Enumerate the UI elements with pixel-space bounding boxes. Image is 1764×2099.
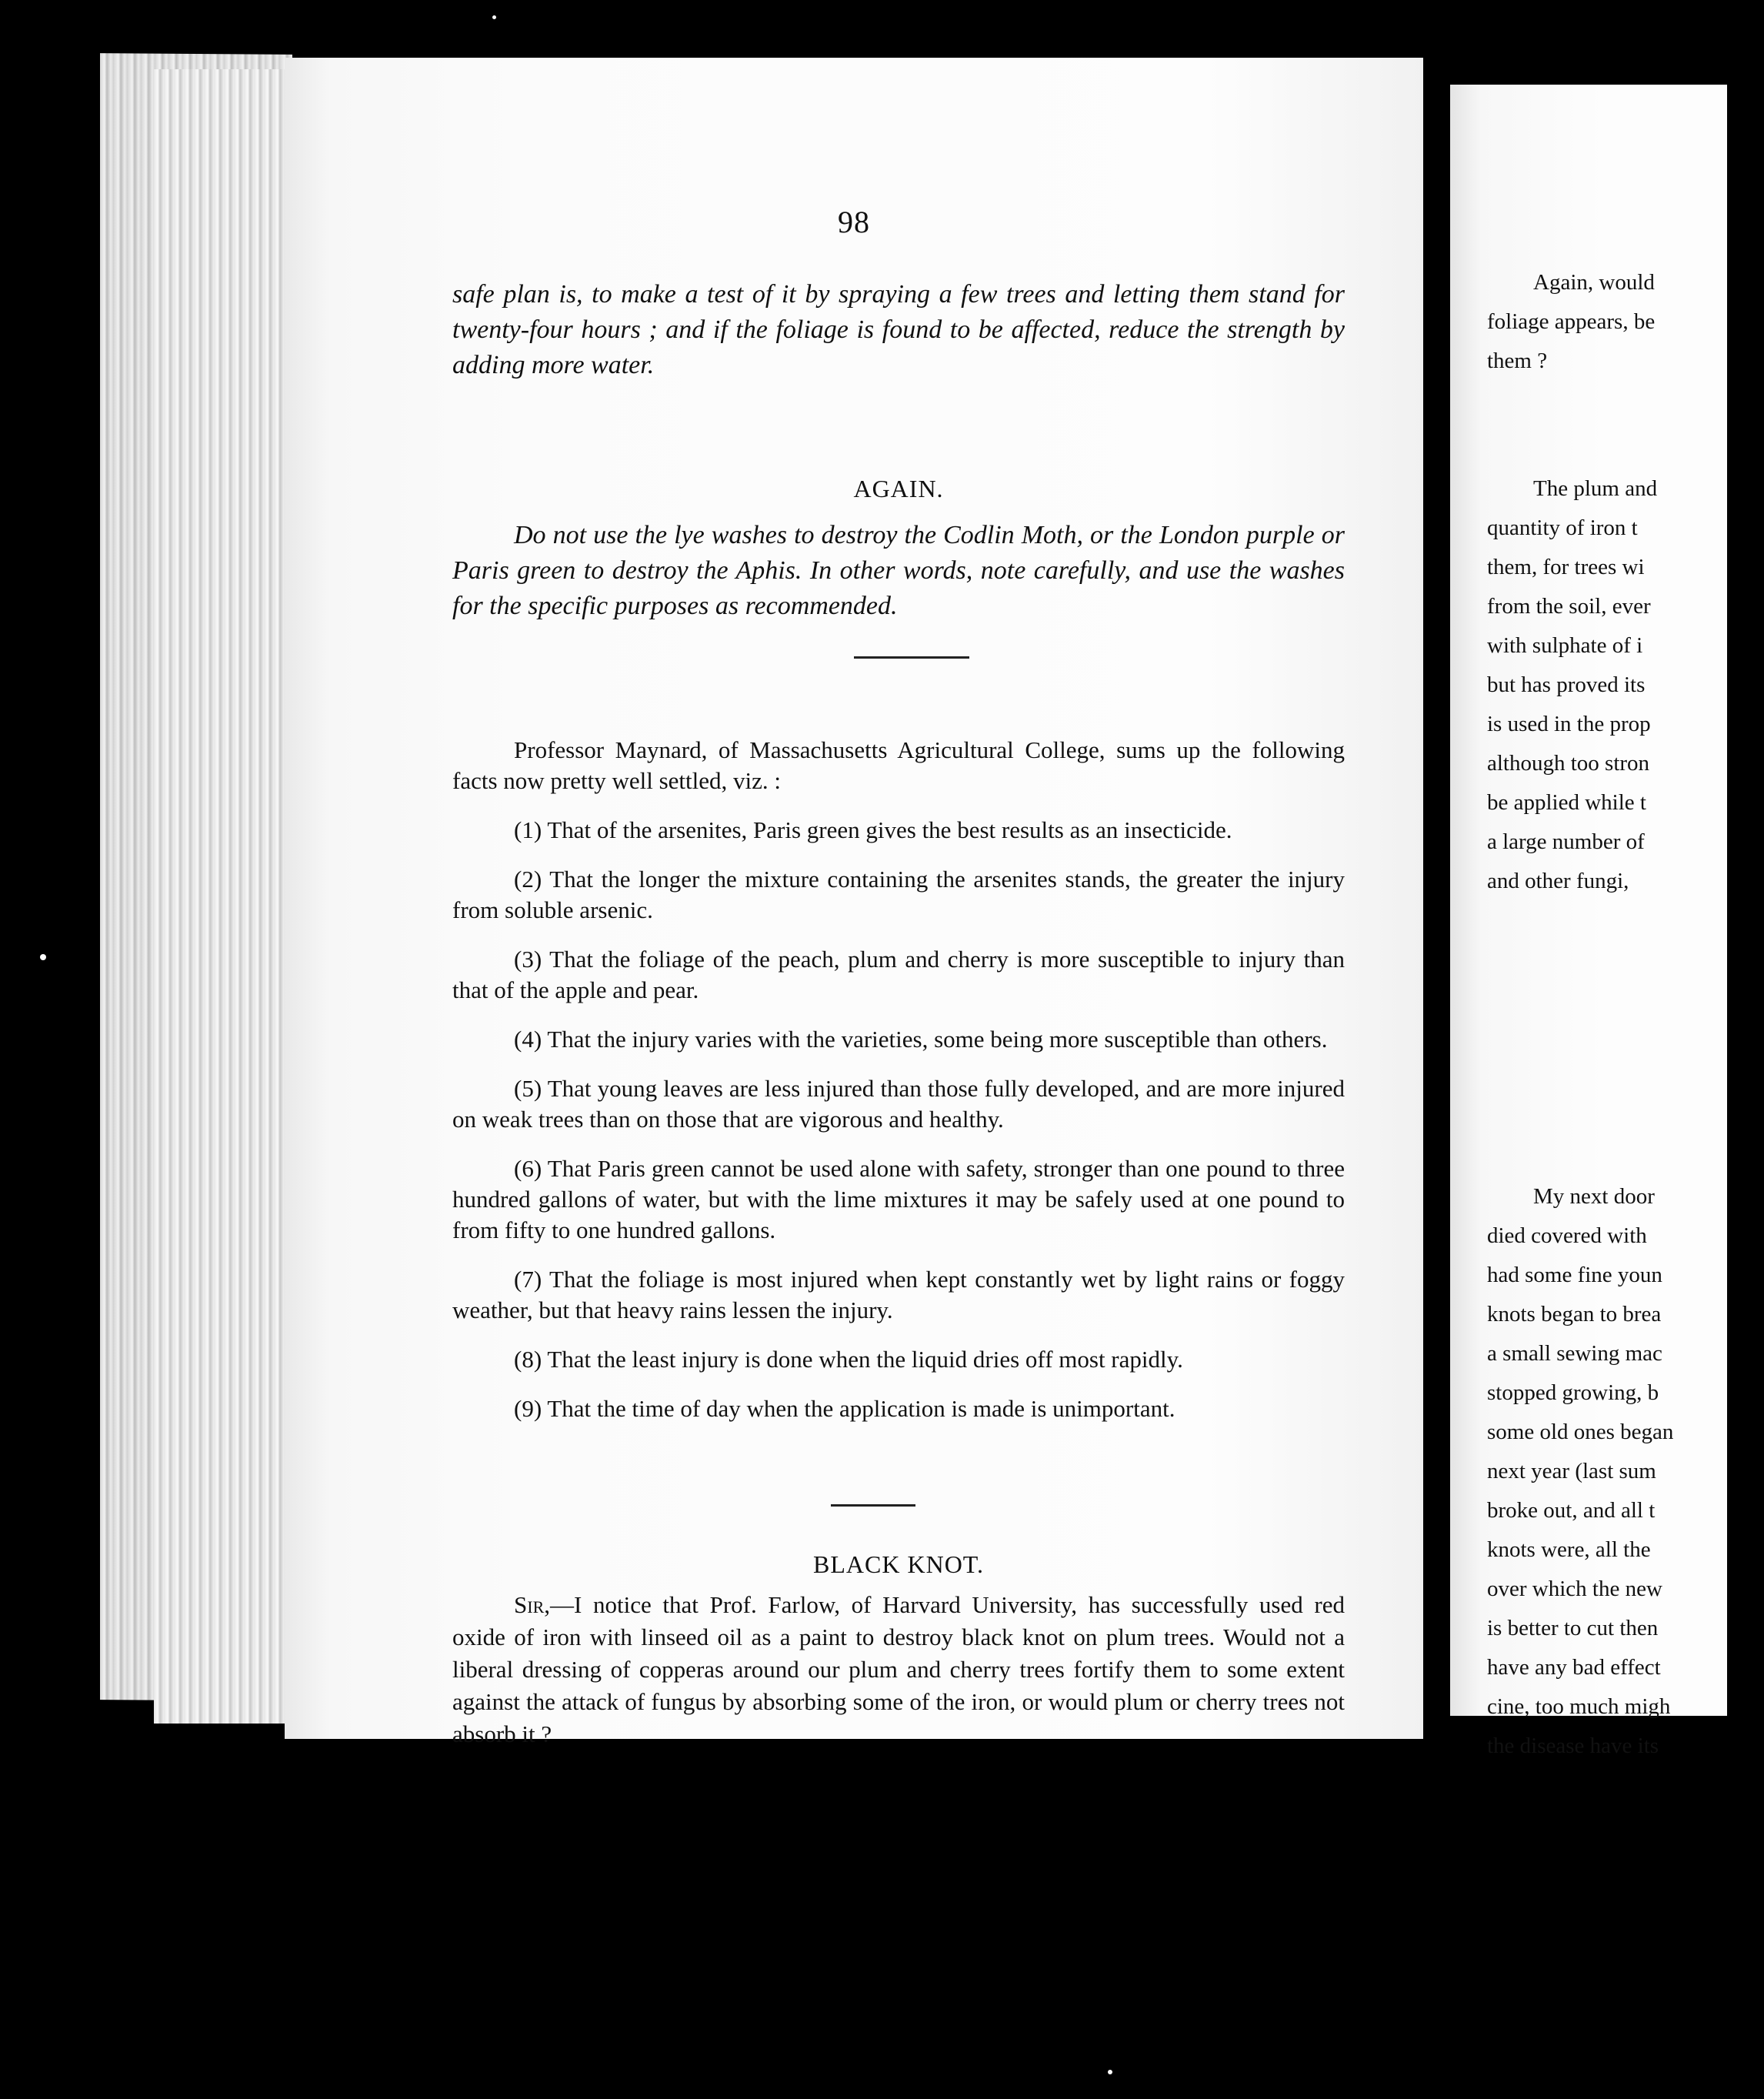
- right-line: is used in the prop: [1487, 712, 1651, 736]
- again-text: Do not use the lye washes to destroy the Codlin Moth, or the London purple or Paris green to destroy the Aphis. In other words, note carefully, and use the washes for the specific purposes as recommended.: [452, 521, 1345, 620]
- right-block-3: [1487, 1177, 1764, 1766]
- section-divider: [854, 656, 969, 659]
- left-page: [285, 58, 1423, 1747]
- letter-text: —I notice that Prof. Farlow, of Harvard University, has successfully used red oxide of iron with linseed oil as a paint to destroy black knot on plum trees. Would not a liberal dressing of copperas around our plum and cherry trees fortify them to some extent against the attack of fungus by absorbing some of the iron, or would plum or cherry trees not absorb it ?: [452, 1591, 1345, 1747]
- letter-salutation: Sir,: [514, 1591, 550, 1618]
- letter-paragraph: [452, 1589, 1345, 1750]
- right-line: stopped growing, b: [1487, 1380, 1659, 1405]
- right-page-cropped: [1450, 85, 1727, 1758]
- right-line: but has proved its: [1487, 672, 1646, 697]
- right-line: be applied while t: [1487, 790, 1646, 815]
- right-line: cine, too much migh: [1487, 1694, 1671, 1719]
- right-line: knots began to brea: [1487, 1302, 1662, 1326]
- again-paragraph: [452, 518, 1345, 624]
- fact-item: (8) That the least injury is done when the liquid dries off most rapidly.: [514, 1346, 1183, 1373]
- right-line: although too stron: [1487, 751, 1650, 776]
- right-line: The plum and: [1533, 476, 1658, 501]
- right-block-2: [1487, 469, 1764, 901]
- scan-speck: [492, 15, 496, 19]
- page-number: 98: [838, 205, 870, 239]
- fact-item: (4) That the injury varies with the varieties, some being more susceptible than others.: [514, 1026, 1328, 1053]
- right-line: a large number of: [1487, 829, 1645, 854]
- fact-item: (5) That young leaves are less injured than those fully developed, and are more injured on weak trees than on those that are vigorous and healthy.: [452, 1075, 1345, 1133]
- maynard-intro: Professor Maynard, of Massachusetts Agricultural College, sums up the following facts now pretty well settled, viz. :: [452, 736, 1345, 794]
- right-line: the disease have its: [1487, 1734, 1659, 1758]
- right-block-1: [1487, 263, 1764, 381]
- right-line: My next door: [1533, 1184, 1655, 1209]
- fact-item: (9) That the time of day when the application is made is unimportant.: [514, 1395, 1175, 1422]
- intro-paragraph: [452, 277, 1345, 383]
- right-line: from the soil, ever: [1487, 594, 1651, 619]
- right-line: some old ones began: [1487, 1420, 1674, 1444]
- fact-item: (7) That the foliage is most injured when kept constantly wet by light rains or foggy weather, but that heavy rains lessen the injury.: [452, 1266, 1345, 1323]
- right-line: them, for trees wi: [1487, 555, 1645, 579]
- fact-item: (6) That Paris green cannot be used alone with safety, stronger than one pound to three hundred gallons of water, but with the lime mixtures it may be safely used at one pound to from fifty to one hundred gallons.: [452, 1155, 1345, 1243]
- right-line: them ?: [1487, 349, 1548, 373]
- right-line: died covered with: [1487, 1223, 1647, 1248]
- right-line: with sulphate of i: [1487, 633, 1643, 658]
- right-line: foliage appears, be: [1487, 309, 1656, 334]
- right-line: broke out, and all t: [1487, 1498, 1656, 1523]
- right-line: knots were, all the: [1487, 1537, 1651, 1562]
- right-line: next year (last sum: [1487, 1459, 1656, 1483]
- scan-speck: [1108, 2070, 1112, 2074]
- right-line: Again, would: [1533, 270, 1655, 295]
- right-line: over which the new: [1487, 1577, 1662, 1601]
- black-knot-letter: [452, 1589, 1345, 1750]
- right-line: is better to cut then: [1487, 1616, 1659, 1640]
- intro-text: safe plan is, to make a test of it by spraying a few trees and letting them stand for twenty-four hours ; and if the foliage is found to be affected, reduce the strength by adding more water.: [452, 280, 1345, 379]
- right-line: had some fine youn: [1487, 1263, 1662, 1287]
- right-line: quantity of iron t: [1487, 516, 1638, 540]
- right-line: a small sewing mac: [1487, 1341, 1662, 1366]
- maynard-section: [452, 735, 1345, 1443]
- fact-item: (2) That the longer the mixture containing the arsenites stands, the greater the injury from soluble arsenic.: [452, 866, 1345, 923]
- again-heading: AGAIN.: [853, 475, 944, 502]
- fact-item: (1) That of the arsenites, Paris green gives the best results as an insecticide.: [514, 816, 1232, 843]
- right-line: have any bad effect: [1487, 1655, 1661, 1680]
- scan-speck: [40, 954, 46, 960]
- fact-item: (3) That the foliage of the peach, plum and cherry is more susceptible to injury than that of the apple and pear.: [452, 946, 1345, 1003]
- right-line: and other fungi,: [1487, 869, 1629, 893]
- black-knot-heading: BLACK KNOT.: [813, 1550, 984, 1578]
- section-divider: [831, 1504, 915, 1507]
